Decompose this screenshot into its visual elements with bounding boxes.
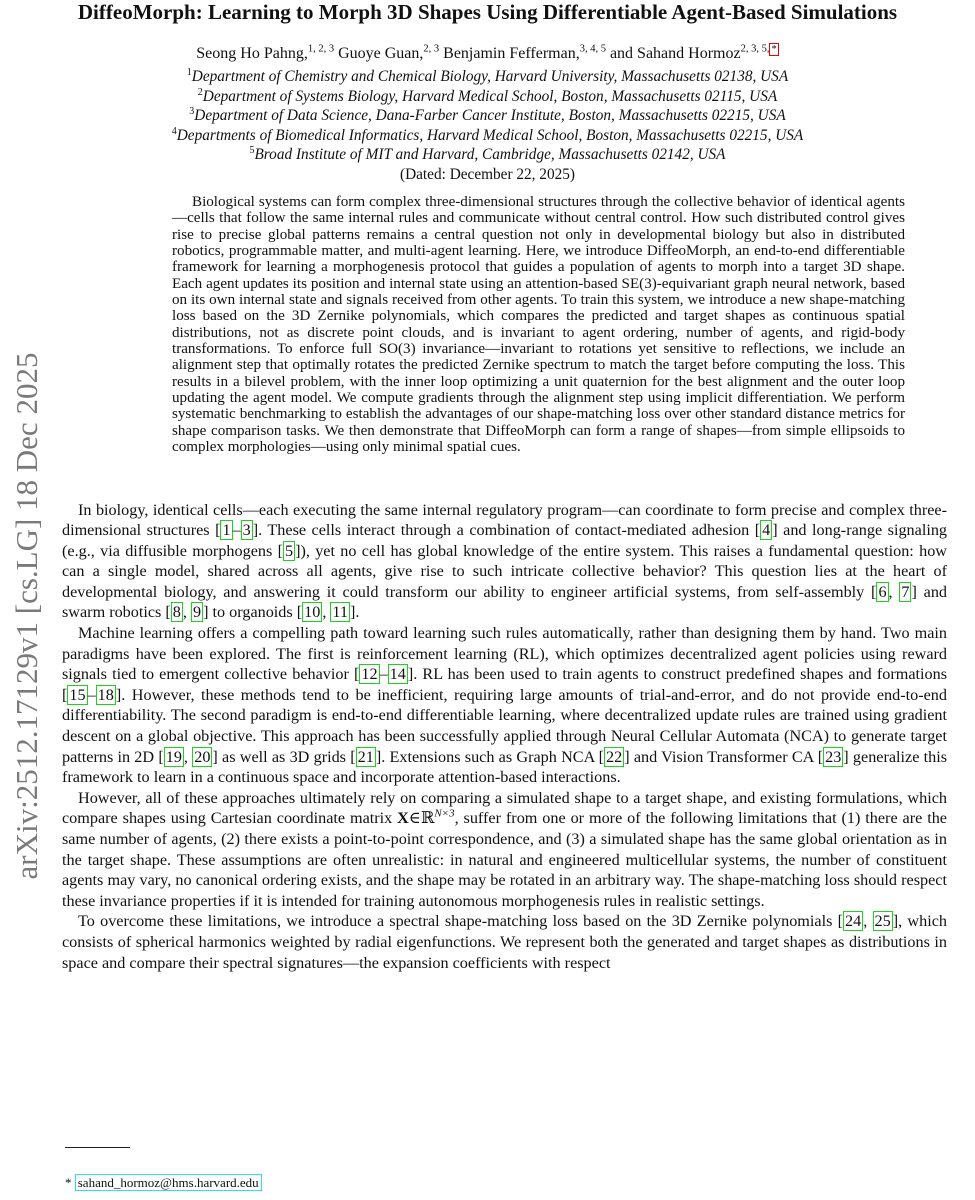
citation-link[interactable]: 12 [361, 665, 378, 684]
citation-link[interactable]: 25 [874, 912, 891, 931]
author-affil-sup: 2, 3 [423, 43, 440, 55]
author-name: and Sahand Hormoz [609, 45, 741, 62]
abstract: Biological systems can form complex three-dimensional structures through the collective behavior of identical agents—cells that follow the same internal rules and communicate without central control. How such distributed control gives rise to precise global patterns remains a central question not only in developmental biology but also in distributed robotics, programmable matter, and multi-agent learning. Here, we introduce DiffeoMorph, an end-to-end differentiable framework for learning a morphogenesis protocol that guides a population of agents to morph into a target 3D shape. Each agent updates its position and internal state using an attention-based SE(3)-equivariant graph neural network, based on its own internal state and signals received from other agents. To train this system, we introduce a new shape-matching loss based on the 3D Zernike polynomials, which compares the predicted and target shapes as continuous spatial distributions, not as discrete point clouds, and is invariant to agent ordering, number of agents, and rigid-body transformations. To enforce full SO(3) invariance—invariant to rotations yet sensitive to reflections, we include an alignment step that optimally rotates the predicted Zernike spectrum to match the target before computing the loss. This results in a bilevel problem, with the inner loop optimizing a unit quaternion for the best alignment and the outer loop updating the agent model. We compute gradients through the alignment step using implicit differentiation. We perform systematic benchmarking to establish the advantages of our shape-matching loss over other standard distance metrics for shape comparison tasks. We then demonstrate that DiffeoMorph can form a range of shapes—from simple ellipsoids to complex morphologies—using only minimal spatial cues. [172, 194, 905, 456]
citation-link[interactable]: 6 [878, 582, 887, 601]
citation-link[interactable]: 7 [901, 582, 910, 601]
author [610, 45, 779, 62]
citation-link[interactable]: 23 [825, 747, 842, 766]
footnote [65, 1174, 975, 1192]
citation-link[interactable]: 11 [332, 603, 349, 622]
citation-link[interactable]: 20 [194, 747, 211, 766]
citation-link[interactable]: 18 [97, 685, 114, 704]
footnote-divider [65, 1147, 130, 1148]
footnote-area [65, 1147, 975, 1192]
paper-title: DiffeoMorph: Learning to Morph 3D Shapes Using Differentiable Agent-Based Simulations [77, 0, 898, 24]
author-affil-sup: 2, 3, 5, [740, 43, 770, 55]
citation-link[interactable]: 1 [222, 521, 231, 540]
author [443, 45, 606, 62]
affiliation-number: 3 [189, 105, 195, 117]
affiliation-number: 2 [197, 86, 203, 98]
body-paragraph: Machine learning offers a compelling path toward learning such rules automatically, rather than designing them by hand. Two main paradigms have been explored. The first is reinforcement learning (RL), which optimizes decentralized agent policies using reward signals tied to emergent collective behavior [ 12 – 14 ]. RL has been used to train agents to construct predefined shapes and formations [ 15 – 18 ]. However, these methods tend to be inefficient, requiring large amounts of trial-and-error, and do not provide end-to-end differentiability. The second paradigm is end-to-end differentiable learning, where decentralized update rules are trained using gradient descent on a global objective. This approach has been successfully applied through Neural Cellular Automata (NCA) to generate target patterns in 2D [ 19 , 20 ] as well as 3D grids [ 21 ]. Extensions such as Graph NCA [ 22 ] and Vision Transformer CA [ 23 ] generalize this framework to learn in a continuous space and incorporate attention-based interactions. [62, 624, 948, 787]
body-paragraph: In biology, identical cells—each executing the same internal regulatory program—can coordinate to form precise and complex three-dimensional structures [ 1 – 3 ]. These cells interact through a combination of contact-mediated adhesion [ 4 ] and long-range signaling (e.g., via diffusible morphogens [ 5 ]), yet no cell has global knowledge of the entire system. This raises a fundamental question: how can a single model, shared across all agents, give rise to such intricate collective behavior? This question lies at the heart of developmental biology, and answering it could transform our ability to engineer artificial systems, from self-assembly [ 6 , 7 ] and swarm robotics [ 8 , 9 ] to organoids [ 10 , 11 ]. [62, 500, 948, 622]
citation-link[interactable]: 4 [762, 521, 771, 540]
citation-link[interactable]: 10 [304, 603, 321, 622]
author-name: Guoye Guan, [338, 45, 424, 62]
citation-link[interactable]: 21 [357, 747, 374, 766]
affiliation-number: 4 [171, 125, 177, 137]
affiliation-number: 1 [186, 66, 192, 78]
body-paragraph: However, all of these approaches ultimately rely on comparing a simulated shape to a target shape, and existing formulations, which compare shapes using Cartesian coordinate matrix X∈ℝ$^{N\times 3}$, suffer from one or more of the following limitations that (1) there are the same number of agents, (2) there exists a point-to-point correspondence, and (3) a simulated shape has the same global orientation as in the target shape. These assumptions are often unrealistic: in natural and engineered multicellular systems, the number of constituent agents may vary, no canonical ordering exists, and the shape may be rotated in an arbitrary way. The shape-matching loss should respect these invariance properties if it is intended for training autonomous morphogenesis rules in realistic settings. [62, 788, 947, 910]
affiliation [43, 145, 933, 165]
affiliation [43, 126, 933, 146]
citation-link[interactable]: 19 [165, 747, 182, 766]
email-link[interactable]: sahand_hormoz@hms.harvard.edu [75, 1174, 262, 1191]
author [196, 45, 334, 62]
citation-link[interactable]: 3 [242, 521, 251, 540]
affiliation [43, 106, 933, 126]
citation-link[interactable]: 22 [606, 747, 623, 766]
author-affil-sup: 3, 4, 5 [579, 43, 606, 55]
corresponding-author-link[interactable]: * [771, 43, 777, 55]
arxiv-identifier: arXiv:2512.17129v1 [cs.LG] 18 Dec 2025 [9, 352, 44, 880]
citation-link[interactable]: 24 [845, 912, 862, 931]
footnote-mark: * [65, 1175, 72, 1190]
affiliation-number: 5 [249, 144, 255, 156]
citation-link[interactable]: 5 [284, 541, 294, 560]
citation-link[interactable]: 8 [172, 603, 181, 622]
affiliation [43, 67, 933, 87]
affiliations [43, 67, 933, 184]
affiliation-text: Departments of Biomedical Informatics, Harvard Medical School, Boston, Massachusetts 02215, USA [176, 126, 804, 144]
date-line: (Dated: December 22, 2025) [400, 165, 575, 183]
affiliation-text: Department of Data Science, Dana-Farber Cancer Institute, Boston, Massachusetts 02215, USA [194, 107, 786, 124]
citation-link[interactable]: 14 [389, 665, 406, 684]
author [338, 45, 439, 62]
body-paragraph: To overcome these limitations, we introduce a spectral shape-matching loss based on the 3D Zernike polynomials [ 24 , 25 ], which consists of spherical harmonics weighted by radial eigenfunctions. We represent both the generated and target shapes as distributions in space and compare their spectral signatures—the expansion coefficients with respect [62, 912, 947, 972]
affiliation-text: Broad Institute of MIT and Harvard, Cambridge, Massachusetts 02142, USA [254, 146, 726, 163]
citation-link[interactable]: 15 [69, 685, 86, 704]
citation-link[interactable]: 9 [192, 603, 202, 622]
author-affil-sup: 1, 2, 3 [307, 43, 335, 55]
affiliation-text: Department of Systems Biology, Harvard Medical School, Boston, Massachusetts 02115, USA [202, 87, 778, 105]
author-name: Benjamin Fefferman, [443, 45, 580, 62]
main-body-text [62, 500, 947, 974]
affiliation-text: Department of Chemistry and Chemical Biology, Harvard University, Massachusetts 02138, USA [191, 68, 789, 85]
author-list [43, 43, 933, 65]
author-name: Seong Ho Pahng, [196, 45, 308, 62]
math-expression: X∈ℝ$^{N\times 3}$ [397, 808, 455, 828]
affiliation [43, 87, 933, 107]
